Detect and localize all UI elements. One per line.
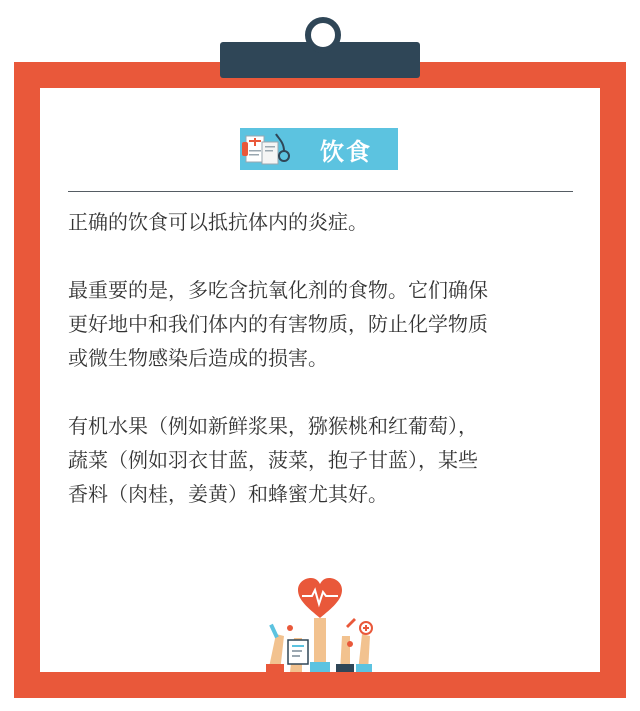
text-line: 或微生物感染后造成的损害。 [68,346,328,370]
section-title: 饮食 [294,128,398,170]
text-line: 更好地中和我们体内的有害物质，防止化学物质 [68,312,488,336]
paragraph-3 [68,409,580,511]
section-header [240,128,398,170]
paragraph-1 [68,205,580,239]
medical-kit-icon [240,128,294,170]
text-line: 蔬菜（例如羽衣甘蓝，菠菜，抱子甘蓝），某些 [68,448,478,472]
text-line: 正确的饮食可以抵抗体内的炎症。 [68,210,368,234]
hands-heart-medical-icon [250,578,390,672]
clipboard-ring [305,17,341,53]
article-body [68,205,580,545]
paragraph-2 [68,273,580,375]
divider [68,191,573,192]
text-line: 最重要的是，多吃含抗氧化剂的食物。它们确保 [68,278,488,302]
text-line: 有机水果（例如新鲜浆果，猕猴桃和红葡萄）， [68,414,478,438]
text-line: 香料（肉桂，姜黄）和蜂蜜尤其好。 [68,482,388,506]
